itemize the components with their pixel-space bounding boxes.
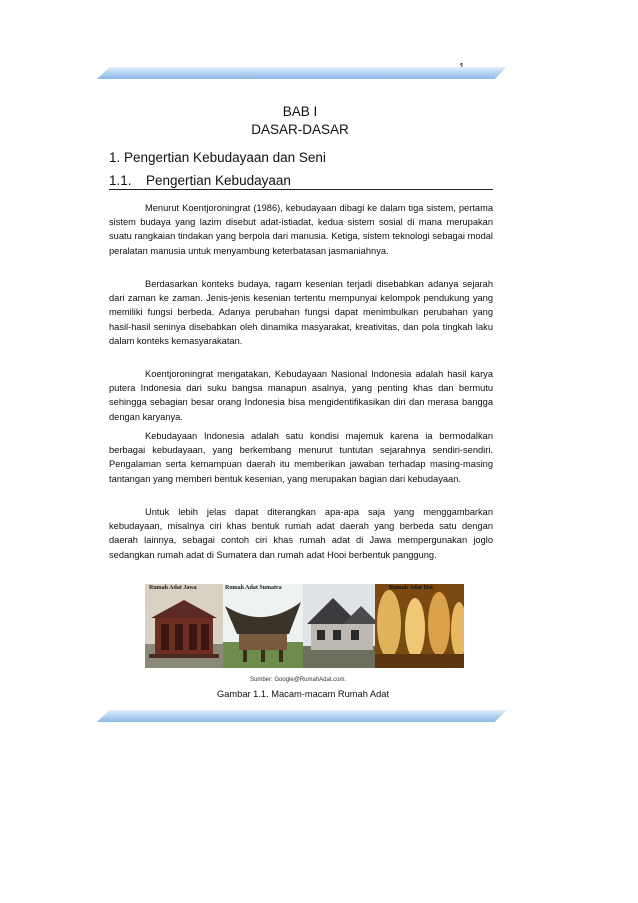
section-heading: 1. Pengertian Kebudayaan dan Seni xyxy=(109,150,326,165)
label-rumah-adat-hoi: Rumah Adat Hoi. xyxy=(389,585,435,591)
paragraph: Menurut Koentjoroningrat (1986), kebudayaan dibagi ke dalam tiga sistem, pertama sistem budaya yang lazim disebut adat-istiadat, kedua sistem sosial di mana merupakan suatu rangkaian tindakan yang berpola dari manusia. Ketiga, sistem teknologi sebagai modal peralatan manusia untuk menyambung keterbatasan jasmaniahnya. xyxy=(109,203,493,256)
photo-rumah-adat-hoi xyxy=(375,584,464,668)
paragraph: Untuk lebih jelas dapat diterangkan apa-apa saja yang menggambarkan kebudayaan, misalnya ciri khas bentuk rumah adat daerah yang berbeda satu dengan daerah lainnya, sebagai contoh ciri khas rumah adat di Jawa mempergunakan joglo sedangkan rumah adat di Sumatera dan rumah adat Hooi berbentuk panggung. xyxy=(109,507,493,560)
paragraph: Koentjoroningrat mengatakan, Kebudayaan Nasional Indonesia adalah hasil karya putera Indonesia dari suku bangsa manapun asalnya, yang penting khas dan bermutu sehingga sebagian besar orang Indonesia bisa mengidentifikasikan diri dan merasa bangga dengan karyanya. xyxy=(109,369,493,422)
subsection-title: Pengertian Kebudayaan xyxy=(146,173,291,188)
photo-rumah-adat-sumatra xyxy=(223,584,303,668)
label-rumah-adat-jawa: Rumah Adat Jawa xyxy=(149,585,197,591)
label-rumah-adat-sumatra: Rumah Adat Sumatra xyxy=(225,585,282,591)
header-band xyxy=(97,67,507,79)
figure-source: Sumber: Google@RumahAdat.com. xyxy=(250,677,347,683)
paragraph: Berdasarkan konteks budaya, ragam kesenian terjadi disebabkan adanya sejarah dari zaman ke zaman. Jenis-jenis kesenian tertentu mempunyai kelompok pendukung yang memiliki fungsi berbeda. Adanya perubahan fungsi dapat menimbulkan perubahan yang hasil-hasil seninya disebabkan oleh dinamika masyarakat, kreativitas, dan pola tingkah laku dalam konteks kemasyarakatan. xyxy=(109,279,493,346)
subsection-heading xyxy=(109,173,493,190)
photo-rumah-adat-jawa xyxy=(145,584,223,668)
photo-rumah-adat-3 xyxy=(303,584,375,668)
chapter-title: DASAR-DASAR xyxy=(251,122,349,137)
paragraph: Kebudayaan Indonesia adalah satu kondisi majemuk karena ia bermodalkan berbagai kebudayaan, yang berkembang menurut tuntutan sejarahnya sendiri-sendiri. Pengalaman serta kemampuan daerah itu memberikan jawaban terhadap masing-masing tantangan yang memberi bentuk kesenian, yang merupakan bagian dari kebudayaan. xyxy=(109,431,493,484)
footer-band xyxy=(97,710,507,722)
chapter-label: BAB I xyxy=(282,104,318,119)
subsection-number: 1.1. xyxy=(109,173,132,188)
figure-caption: Gambar 1.1. Macam-macam Rumah Adat xyxy=(217,689,390,699)
